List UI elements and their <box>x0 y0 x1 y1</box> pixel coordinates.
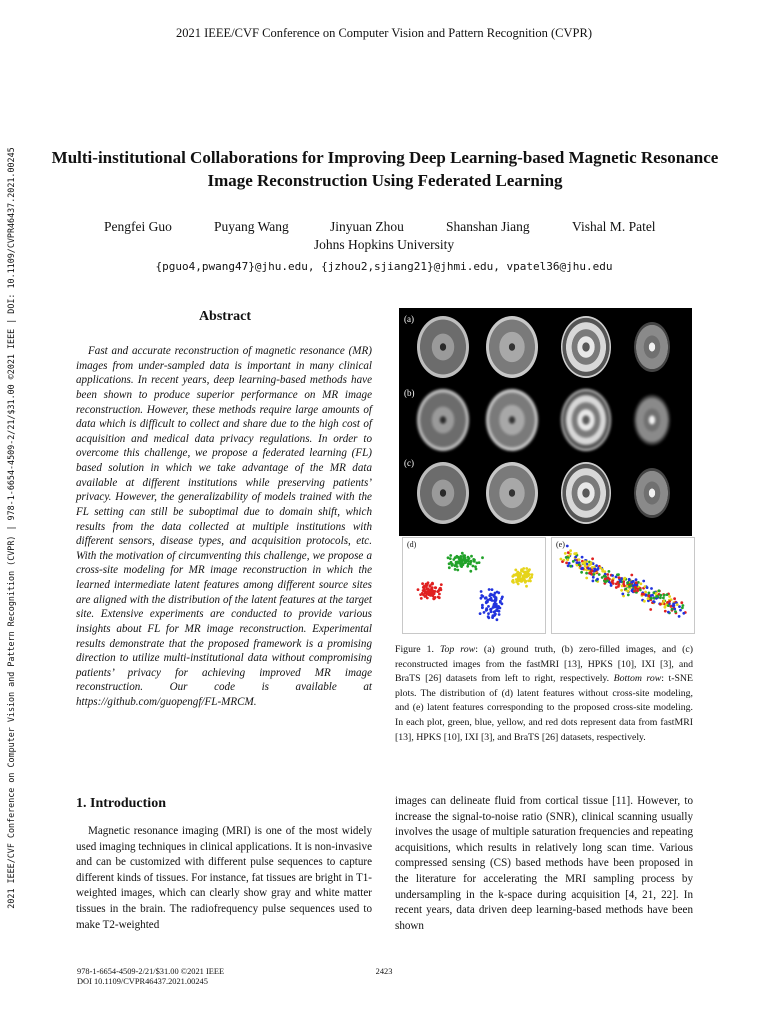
tsne-point <box>664 610 667 613</box>
tsne-point <box>653 591 656 594</box>
tsne-point <box>486 600 489 603</box>
tsne-point <box>480 597 483 600</box>
tsne-point <box>440 583 443 586</box>
mr-image-brats-ground-truth <box>634 322 670 372</box>
mr-image-ixi-reconstructed <box>561 462 611 524</box>
tsne-point <box>489 608 492 611</box>
tsne-point <box>678 615 681 618</box>
abstract-heading: Abstract <box>198 309 252 324</box>
tsne-point <box>438 593 441 596</box>
tsne-point <box>682 612 685 615</box>
tsne-point <box>427 593 430 596</box>
tsne-point <box>483 611 486 614</box>
tsne-point <box>526 571 529 574</box>
tsne-point <box>578 558 581 561</box>
tsne-point <box>627 590 630 593</box>
tsne-point <box>492 605 495 608</box>
author-name: Pengfei Guo <box>104 219 172 234</box>
tsne-point <box>630 581 633 584</box>
tsne-point <box>529 577 532 580</box>
tsne-point <box>666 601 669 604</box>
tsne-point <box>436 590 439 593</box>
tsne-point <box>469 570 472 573</box>
tsne-point <box>669 605 672 608</box>
tsne-point <box>484 597 487 600</box>
tsne-point <box>421 582 424 585</box>
author-list <box>0 219 768 237</box>
caption-top-row: Top row <box>439 644 476 655</box>
tsne-point <box>514 569 517 572</box>
tsne-point <box>574 556 577 559</box>
mr-image-ixi-zero-filled <box>561 389 611 451</box>
tsne-point <box>493 611 496 614</box>
tsne-point <box>455 556 458 559</box>
tsne-point <box>635 578 638 581</box>
tsne-point <box>497 591 500 594</box>
mr-image-brats-reconstructed <box>634 468 670 518</box>
tsne-point <box>417 588 420 591</box>
tsne-point <box>595 564 598 567</box>
tsne-point <box>663 594 666 597</box>
conference-header: 2021 IEEE/CVF Conference on Computer Vision and Pattern Recognition (CVPR) <box>176 26 592 40</box>
tsne-point <box>437 596 440 599</box>
tsne-point <box>448 566 451 569</box>
mr-image-fastmri-zero-filled <box>417 389 469 451</box>
tsne-point <box>607 576 610 579</box>
tsne-point <box>619 580 622 583</box>
tsne-point <box>515 573 518 576</box>
tsne-point <box>598 573 601 576</box>
tsne-point <box>592 573 595 576</box>
tsne-point <box>608 570 611 573</box>
affiliation: Johns Hopkins University <box>313 237 455 252</box>
tsne-point <box>425 583 428 586</box>
tsne-plot-d-label: (d) <box>407 540 417 549</box>
tsne-point <box>671 608 674 611</box>
tsne-point <box>682 604 685 607</box>
tsne-point <box>487 605 490 608</box>
tsne-point <box>643 600 646 603</box>
tsne-point <box>659 596 662 599</box>
tsne-point <box>455 561 458 564</box>
tsne-point <box>628 585 631 588</box>
introduction-column-2: images can delineate fluid from cortical tissue [11]. However, to increase the signal-to-noise ratio (SNR), clinical scanning usually involves the usage of multiple saturation frequencies and repeating acquisitions, which results in relatively long scan time. Various compressed sensing (CS) based methods have been proposed in the literature for accelerating the MRI sampling process by undersampling in the k-space during acquisition [4, 21, 22]. In recent years, data driven deep learning-based methods have been shown <box>395 795 693 932</box>
tsne-point <box>519 573 522 576</box>
tsne-point <box>452 558 455 561</box>
author-name: Vishal M. Patel <box>572 219 656 234</box>
tsne-point <box>667 611 670 614</box>
footer-doi: DOI 10.1109/CVPR46437.2021.00245 <box>77 977 208 987</box>
tsne-point <box>565 562 568 565</box>
tsne-point <box>636 589 639 592</box>
tsne-point <box>584 560 587 563</box>
tsne-point <box>472 558 475 561</box>
tsne-point <box>649 608 652 611</box>
tsne-plot-e <box>551 537 695 634</box>
tsne-point <box>646 586 649 589</box>
tsne-point <box>431 582 434 585</box>
page-number: 2423 <box>375 967 393 976</box>
tsne-point <box>569 549 572 552</box>
tsne-point <box>642 593 645 596</box>
tsne-plot-d <box>402 537 546 634</box>
tsne-point <box>588 572 591 575</box>
tsne-point <box>667 604 670 607</box>
tsne-plot-e-label: (e) <box>556 540 565 549</box>
tsne-point <box>464 561 467 564</box>
tsne-point <box>439 587 442 590</box>
tsne-point <box>457 561 460 564</box>
tsne-point <box>517 577 520 580</box>
tsne-point <box>680 601 683 604</box>
tsne-point <box>630 574 633 577</box>
tsne-point <box>454 568 457 571</box>
tsne-point <box>515 581 518 584</box>
tsne-point <box>467 556 470 559</box>
tsne-point <box>431 591 434 594</box>
tsne-point <box>458 558 461 561</box>
tsne-point <box>456 569 459 572</box>
tsne-point <box>673 608 676 611</box>
tsne-point <box>601 570 604 573</box>
mr-image-hpks-zero-filled <box>486 389 538 451</box>
tsne-point <box>424 595 427 598</box>
tsne-point <box>662 597 665 600</box>
footer-isbn: 978-1-6654-4509-2/21/$31.00 ©2021 IEEE <box>77 967 225 976</box>
tsne-point <box>491 588 494 591</box>
tsne-point <box>520 570 523 573</box>
tsne-point <box>672 602 675 605</box>
tsne-point <box>606 573 609 576</box>
tsne-point <box>569 565 572 568</box>
side-citation-text: 2021 IEEE/CVF Conference on Computer Vision and Pattern Recognition (CVPR) | 978-1-6654-4509-2/21/$31.00 ©2021 IEEE | DOI: 10.1109/CVPR46437.2021.00245 <box>6 146 16 909</box>
author-name: Jinyuan Zhou <box>330 219 404 234</box>
tsne-point <box>639 589 642 592</box>
tsne-point <box>491 616 494 619</box>
tsne-point <box>566 558 569 561</box>
mr-image-hpks-ground-truth <box>486 316 538 378</box>
tsne-point <box>624 588 627 591</box>
tsne-point <box>529 580 532 583</box>
tsne-point <box>678 605 681 608</box>
tsne-point <box>590 563 593 566</box>
tsne-plot-d-canvas <box>403 538 545 633</box>
tsne-point <box>470 560 473 563</box>
tsne-point <box>451 564 454 567</box>
tsne-point <box>501 596 504 599</box>
tsne-point <box>596 578 599 581</box>
caption-part1: : (a) ground truth, (b) zero-filled images, and (c) reconstructed images from the fastMRI [13], HPKS [10], IXI [3], and BraTS [26] datasets from left to right, respectively. <box>395 644 694 685</box>
tsne-point <box>567 551 570 554</box>
tsne-point <box>469 563 472 566</box>
row-label-a: (a) <box>404 314 414 324</box>
tsne-point <box>490 610 493 613</box>
tsne-point <box>493 595 496 598</box>
tsne-point <box>627 594 630 597</box>
tsne-point <box>581 556 584 559</box>
tsne-point <box>659 594 662 597</box>
tsne-point <box>663 600 666 603</box>
tsne-point <box>460 565 463 568</box>
tsne-point <box>610 584 613 587</box>
tsne-point <box>679 609 682 612</box>
tsne-plot-e-canvas <box>552 538 694 633</box>
tsne-point <box>449 554 452 557</box>
tsne-point <box>487 612 490 615</box>
tsne-point <box>576 561 579 564</box>
tsne-point <box>456 565 459 568</box>
tsne-point <box>621 593 624 596</box>
tsne-point <box>642 580 645 583</box>
introduction-heading: 1. Introduction <box>76 796 166 811</box>
tsne-point <box>460 555 463 558</box>
tsne-point <box>623 578 626 581</box>
tsne-point <box>434 586 437 589</box>
tsne-point <box>564 552 567 555</box>
caption-part2: : t-SNE plots. The distribution of (d) latent features without cross-site modeling, and (e) latent features corresponding to the proposed cross-site modeling. In each plot, green, blue, yellow, and red dots represent data from fastMRI [13], HPKS [10], IXI [3], and BraTS [26] datasets, respectively. <box>395 673 693 743</box>
tsne-point <box>498 613 501 616</box>
tsne-point <box>647 594 650 597</box>
tsne-point <box>497 606 500 609</box>
tsne-point <box>488 594 491 597</box>
tsne-point <box>659 603 662 606</box>
mr-image-ixi-ground-truth <box>561 316 611 378</box>
tsne-point <box>592 580 595 583</box>
tsne-point <box>524 580 527 583</box>
caption-label: Figure 1. <box>395 644 434 655</box>
abstract-text: Fast and accurate reconstruction of magnetic resonance (MR) images from under-sampled data is important in many clinical applications. In recent years, deep learning-based methods have been shown to produce superior performance on MR image reconstruction. However, these methods require large amounts of data which is difficult to collect and share due to the high cost of acquisition and medical data privacy regulations. In order to overcome this challenge, we propose a federated learning (FL) based solution in which we take advantage of the MR data available at different institutions while preserving patients’ privacy. However, the generalizability of models trained with the FL setting can still be suboptimal due to domain shift, which results from the data collected at multiple institutions with different sensors, disease types, and acquisition protocols, etc. With the motivation of circumventing this challenge, we propose a cross-site modeling for MR image reconstruction in which the learned intermediate latent features among different source sites are aligned with the distribution of the latent features at the target site. Extensive experiments are conducted to provide various insights about FL for MR image reconstruction. Experimental results demonstrate that the proposed framework is a promising direction to utilize multi-institutional data without compromising patients’ privacy for achieving improved MR image reconstruction. Our code is available at https://github.com/guopengf/FL-MRCM. <box>76 345 372 708</box>
tsne-point <box>583 563 586 566</box>
tsne-point <box>489 598 492 601</box>
tsne-point <box>474 565 477 568</box>
mr-image-brats-zero-filled <box>634 395 670 445</box>
tsne-point <box>633 590 636 593</box>
tsne-point <box>481 556 484 559</box>
tsne-point <box>626 581 629 584</box>
tsne-point <box>462 556 465 559</box>
tsne-point <box>573 552 576 555</box>
tsne-point <box>587 567 590 570</box>
tsne-point <box>593 569 596 572</box>
tsne-point <box>628 579 631 582</box>
tsne-point <box>470 555 473 558</box>
tsne-point <box>658 589 661 592</box>
tsne-point <box>666 593 669 596</box>
tsne-point <box>524 574 527 577</box>
tsne-point <box>580 567 583 570</box>
tsne-point <box>648 592 651 595</box>
tsne-point <box>494 600 497 603</box>
tsne-point <box>647 597 650 600</box>
tsne-point <box>450 561 453 564</box>
tsne-point <box>479 612 482 615</box>
tsne-point <box>511 580 514 583</box>
tsne-point <box>640 582 643 585</box>
tsne-point <box>560 558 563 561</box>
tsne-point <box>516 571 519 574</box>
mr-image-fastmri-reconstructed <box>417 462 469 524</box>
tsne-point <box>480 594 483 597</box>
tsne-point <box>656 595 659 598</box>
tsne-point <box>591 566 594 569</box>
tsne-point <box>460 561 463 564</box>
tsne-point <box>623 585 626 588</box>
tsne-point <box>617 585 620 588</box>
tsne-point <box>472 565 475 568</box>
tsne-point <box>521 579 524 582</box>
tsne-point <box>618 576 621 579</box>
tsne-point <box>664 606 667 609</box>
introduction-column-1: Magnetic resonance imaging (MRI) is one of the most widely used imaging techniques in clinical applications. It is non-invasive and can be customized with different pulse sequences to capture different kinds of tissues. For instance, fat tissues are bright in T1-weighted images, which can clearly show gray and white matter tissues in the brain. The radiofrequency pulse sequences used to make T2-weighted <box>76 825 372 931</box>
figure-caption <box>395 643 693 745</box>
tsne-point <box>511 575 514 578</box>
tsne-point <box>673 597 676 600</box>
paper-title: Multi-institutional Collaborations for Improving Deep Learning-based Magnetic Resonance Image Reconstruction Using Federated Learning <box>51 148 719 190</box>
row-label-b: (b) <box>404 388 415 398</box>
tsne-point <box>420 597 423 600</box>
tsne-point <box>494 602 497 605</box>
tsne-point <box>423 589 426 592</box>
tsne-point <box>611 574 614 577</box>
tsne-point <box>650 587 653 590</box>
tsne-point <box>429 585 432 588</box>
author-emails: {pguo4,pwang47}@jhu.edu, {jzhou2,sjiang21}@jhmi.edu, vpatel36@jhu.edu <box>155 260 613 273</box>
tsne-point <box>525 567 528 570</box>
tsne-point <box>606 579 609 582</box>
tsne-point <box>485 607 488 610</box>
tsne-point <box>525 585 528 588</box>
tsne-point <box>501 602 504 605</box>
mr-image-grid <box>399 308 692 536</box>
tsne-point <box>634 586 637 589</box>
tsne-point <box>592 576 595 579</box>
caption-bottom-row: Bottom row <box>613 673 662 685</box>
author-name: Shanshan Jiang <box>446 219 530 234</box>
tsne-point <box>498 610 501 613</box>
tsne-point <box>578 563 581 566</box>
tsne-point <box>488 588 491 591</box>
tsne-point <box>561 560 564 563</box>
tsne-point <box>461 552 464 555</box>
tsne-point <box>635 581 638 584</box>
tsne-point <box>480 590 483 593</box>
tsne-point <box>522 567 525 570</box>
mr-image-fastmri-ground-truth <box>417 316 469 378</box>
tsne-point <box>478 561 481 564</box>
tsne-point <box>566 545 569 548</box>
tsne-point <box>449 557 452 560</box>
tsne-point <box>674 610 677 613</box>
tsne-point <box>433 596 436 599</box>
mr-image-hpks-reconstructed <box>486 462 538 524</box>
tsne-point <box>580 571 583 574</box>
tsne-point <box>481 606 484 609</box>
tsne-point <box>591 557 594 560</box>
tsne-point <box>604 578 607 581</box>
tsne-point <box>528 568 531 571</box>
author-name: Puyang Wang <box>214 219 289 234</box>
tsne-point <box>620 589 623 592</box>
tsne-point <box>567 564 570 567</box>
tsne-point <box>466 565 469 568</box>
tsne-point <box>650 597 653 600</box>
tsne-point <box>496 618 499 621</box>
tsne-point <box>615 576 618 579</box>
tsne-point <box>668 595 671 598</box>
tsne-point <box>424 592 427 595</box>
tsne-point <box>616 581 619 584</box>
tsne-point <box>681 606 684 609</box>
tsne-point <box>612 582 615 585</box>
tsne-point <box>585 577 588 580</box>
tsne-point <box>644 591 647 594</box>
tsne-point <box>652 600 655 603</box>
tsne-point <box>585 572 588 575</box>
tsne-point <box>487 616 490 619</box>
tsne-point <box>531 573 534 576</box>
row-label-c: (c) <box>404 458 414 468</box>
tsne-point <box>431 587 434 590</box>
tsne-point <box>676 603 679 606</box>
tsne-point <box>572 560 575 563</box>
tsne-point <box>568 562 571 565</box>
tsne-point <box>611 579 614 582</box>
